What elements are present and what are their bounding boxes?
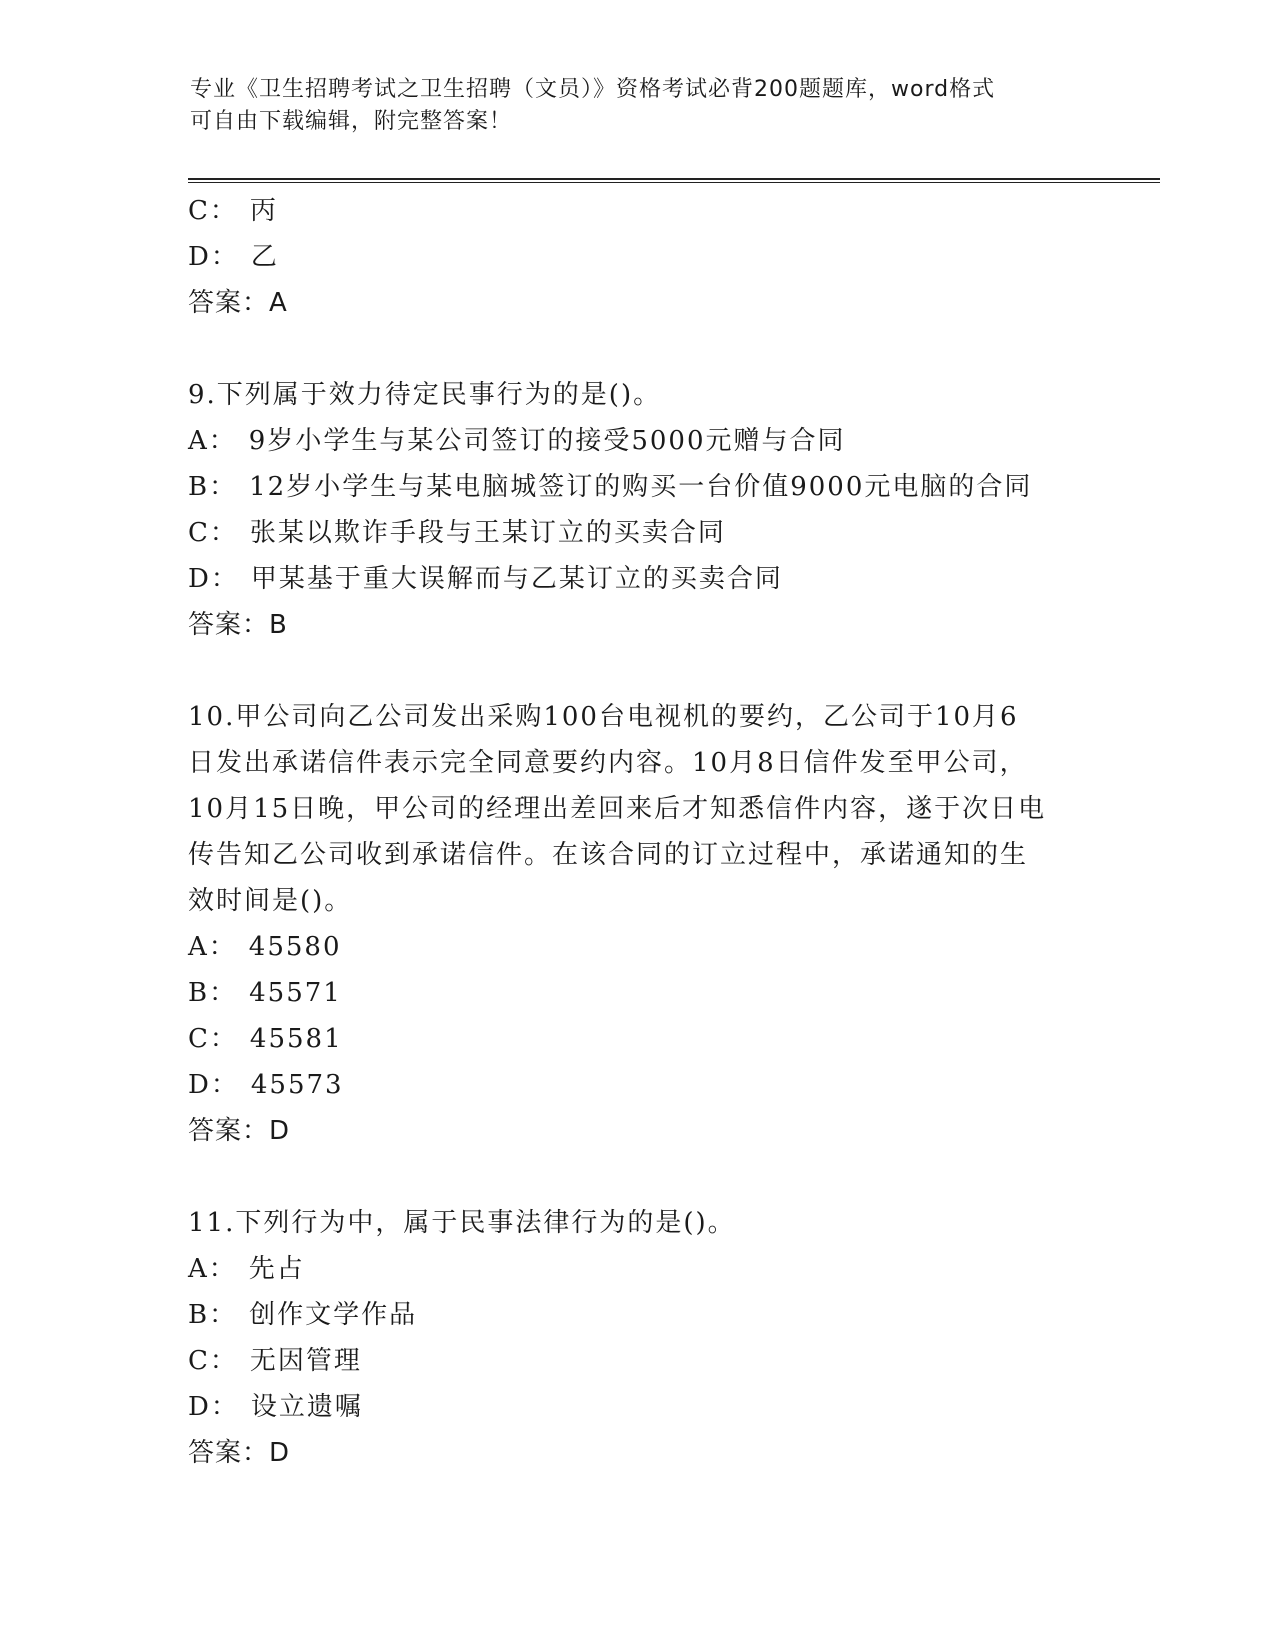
question-stem: 11.下列行为中，属于民事法律行为的是()。 [188, 1208, 736, 1238]
answer-line: 答案：D [188, 1116, 291, 1146]
option-key: C： [188, 1346, 238, 1376]
question-block-11 [188, 1200, 1088, 1476]
option-key: D： [188, 1392, 239, 1422]
answer-line: 答案：B [188, 610, 288, 640]
option-b [188, 970, 1088, 1016]
question-block-10 [188, 694, 1088, 1154]
option-text: 创作文学作品 [249, 1300, 418, 1330]
option-a [188, 924, 1088, 970]
option-text: 张某以欺诈手段与王某订立的买卖合同 [249, 518, 726, 548]
option-key: D： [188, 1070, 239, 1100]
option-c [188, 1016, 1088, 1062]
option-key: D： [188, 242, 239, 272]
option-key: A： [188, 1254, 237, 1284]
option-text: 45580 [248, 932, 342, 962]
question-stem-line: 效时间是()。 [188, 886, 353, 916]
option-text: 9岁小学生与某公司签订的接受5000元赠与合同 [248, 426, 846, 456]
document-header [190, 74, 1070, 138]
option-key: B： [188, 978, 238, 1008]
option-d [188, 1384, 1088, 1430]
option-key: B： [188, 472, 238, 502]
option-b [188, 1292, 1088, 1338]
option-c [188, 1338, 1088, 1384]
option-text: 先占 [248, 1254, 305, 1284]
option-c [188, 510, 1088, 556]
option-key: C： [188, 518, 238, 548]
question-stem: 9.下列属于效力待定民事行为的是()。 [188, 380, 662, 410]
header-title-line-1: 专业《卫生招聘考试之卫生招聘（文员）》资格考试必背200题题库，word格式 [190, 77, 996, 102]
spacer [188, 648, 1088, 694]
option-d [188, 556, 1088, 602]
option-key: C： [188, 1024, 238, 1054]
option-text: 45581 [249, 1024, 343, 1054]
question-stem-line: 10月15日晚，甲公司的经理出差回来后才知悉信件内容，遂于次日电 [188, 794, 1047, 824]
option-text: 12岁小学生与某电脑城签订的购买一台价值9000元电脑的合同 [249, 472, 1033, 502]
option-key: D： [188, 564, 239, 594]
spacer [188, 326, 1088, 372]
question-stem-line: 10.甲公司向乙公司发出采购100台电视机的要约，乙公司于10月6 [188, 702, 1019, 732]
option-c [188, 188, 1088, 234]
question-block-prev [188, 188, 1088, 326]
spacer [188, 1154, 1088, 1200]
answer-line: 答案：A [188, 288, 288, 318]
question-stem-line: 传告知乙公司收到承诺信件。在该合同的订立过程中，承诺通知的生 [188, 840, 1029, 870]
option-text: 无因管理 [249, 1346, 362, 1376]
option-key: C： [188, 196, 238, 226]
option-text: 甲某基于重大误解而与乙某订立的买卖合同 [250, 564, 783, 594]
question-block-9 [188, 372, 1088, 648]
header-divider [188, 178, 1160, 183]
option-a [188, 1246, 1088, 1292]
option-text: 乙 [250, 242, 279, 272]
option-d [188, 234, 1088, 280]
option-d [188, 1062, 1088, 1108]
option-key: B： [188, 1300, 238, 1330]
option-text: 丙 [249, 196, 278, 226]
option-text: 设立遗嘱 [250, 1392, 363, 1422]
option-text: 45571 [249, 978, 342, 1008]
option-b [188, 464, 1088, 510]
question-stem-line: 日发出承诺信件表示完全同意要约内容。10月8日信件发至甲公司， [188, 748, 1028, 778]
option-a [188, 418, 1088, 464]
option-text: 45573 [250, 1070, 344, 1100]
answer-line: 答案：D [188, 1438, 291, 1468]
option-key: A： [188, 426, 237, 456]
question-content [188, 188, 1088, 1476]
header-title-line-2: 可自由下载编辑，附完整答案！ [190, 109, 513, 134]
option-key: A： [188, 932, 237, 962]
